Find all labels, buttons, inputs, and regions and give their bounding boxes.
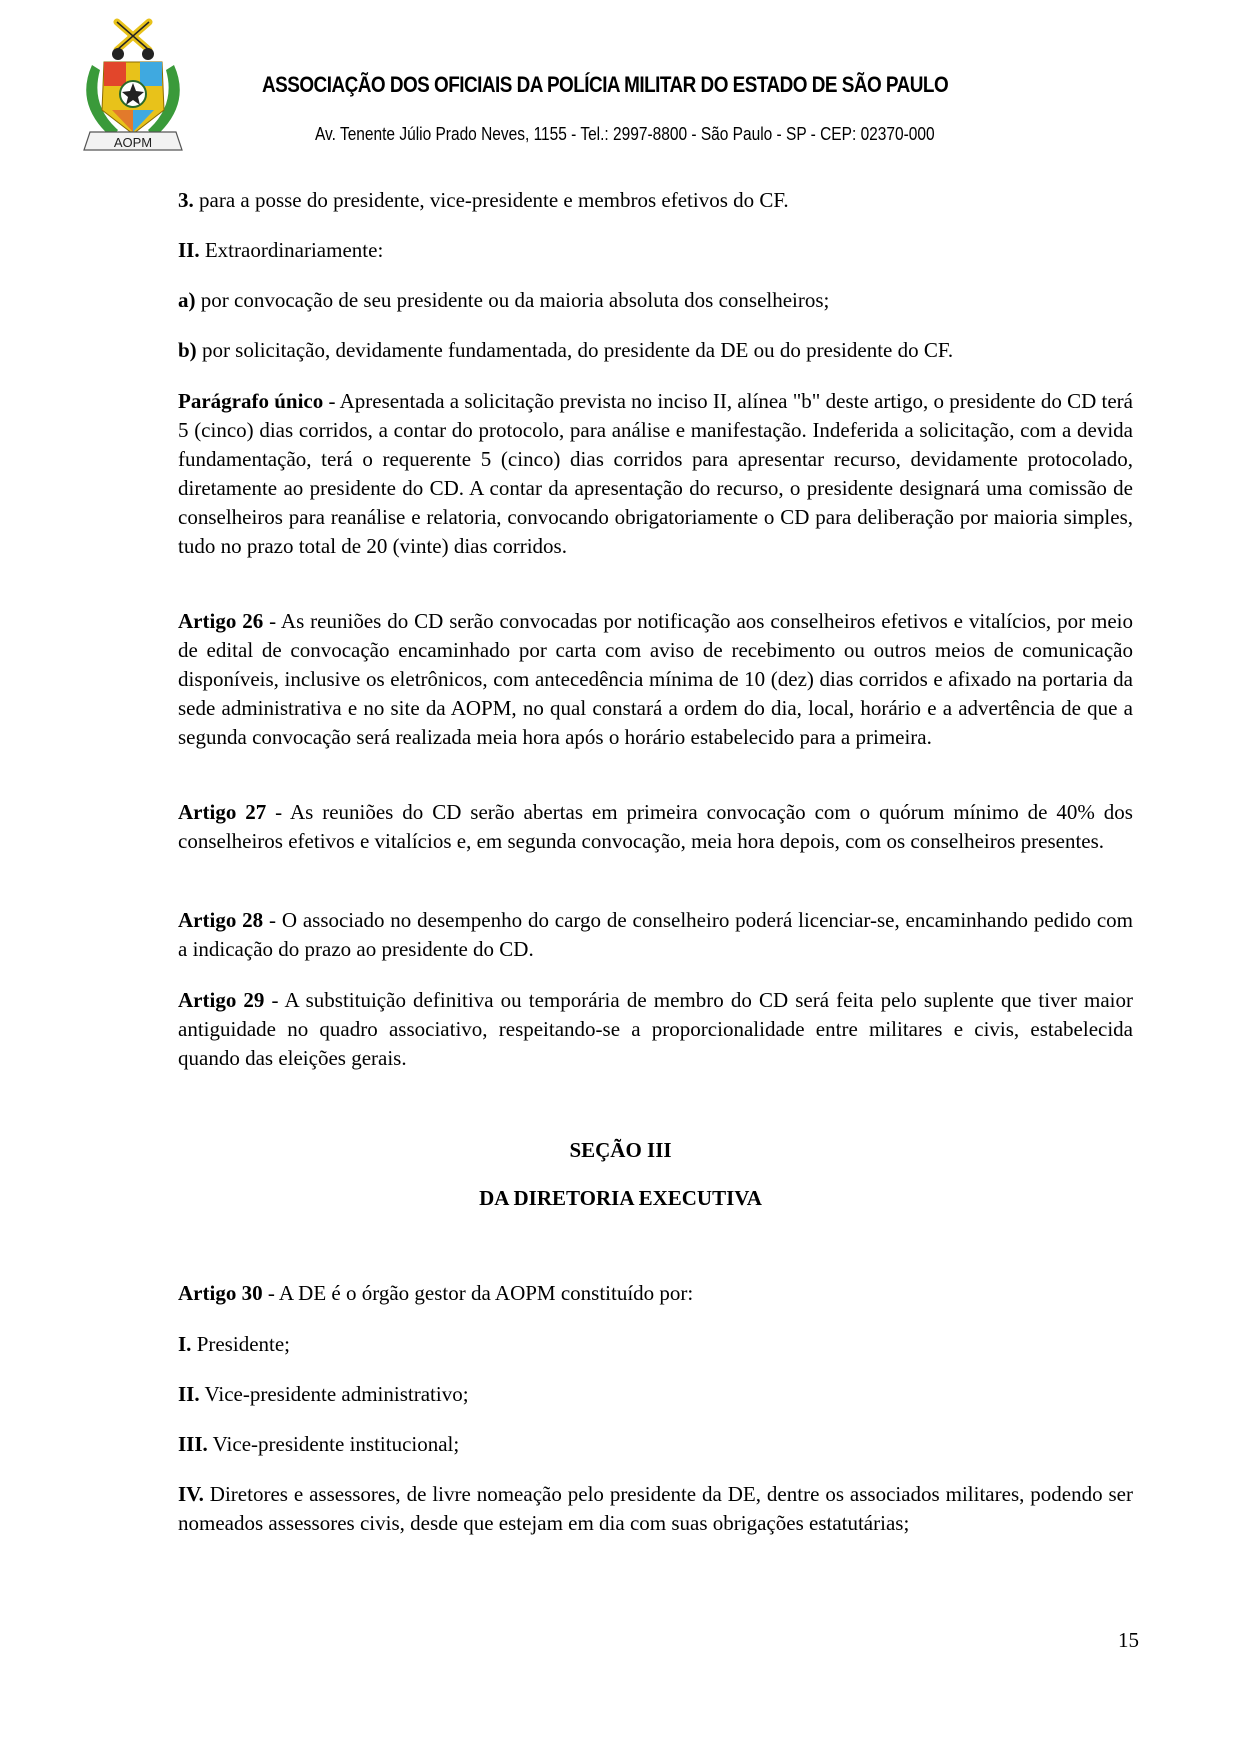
item-text: Presidente; <box>191 1332 290 1356</box>
paragraph-unico <box>178 387 1133 561</box>
item-text: Extraordinariamente: <box>199 238 384 262</box>
paragraph-artigo-28 <box>178 906 1133 964</box>
item-text: Diretores e assessores, de livre nomeação pelo presidente da DE, dentre os associados militares, podendo ser nomeados assessores civis, desde que estejam em dia com suas obrigações estatutárias; <box>178 1482 1133 1535</box>
aopm-logo <box>72 10 194 160</box>
paragraph-item-a <box>178 286 1133 315</box>
item-text: Vice-presidente administrativo; <box>199 1382 469 1406</box>
item-text: - Apresentada a solicitação prevista no inciso II, alínea "b" deste artigo, o presidente do CD terá 5 (cinco) dias corridos, a contar do protocolo, para análise e manifestação. Indeferida a solicitação, com a devida fundamentação, terá o requerente 5 (cinco) dias corridos para apresentar recurso, devidamente protocolado, diretamente ao presidente do CD. A contar da apresentação do recurso, o presidente designará uma comissão de conselheiros para reanálise e relatoria, convocando obrigatoriamente o CD para deliberação por maioria simples, tudo no prazo total de 20 (vinte) dias corridos. <box>178 389 1133 558</box>
item-label: III. <box>178 1432 208 1456</box>
page-number: 15 <box>1118 1628 1139 1652</box>
paragraph-item-ii <box>178 236 1133 265</box>
item-text: por convocação de seu presidente ou da maioria absoluta dos conselheiros; <box>195 288 830 312</box>
section-number: SEÇÃO III <box>569 1138 672 1162</box>
organization-address: Av. Tenente Júlio Prado Neves, 1155 - Tel.: 2997-8800 - São Paulo - SP - CEP: 02370-000 <box>315 124 935 144</box>
item-label: Artigo 29 <box>178 988 265 1012</box>
item-label: Parágrafo único <box>178 389 324 413</box>
item-text: Vice-presidente institucional; <box>207 1432 460 1456</box>
item-text: - O associado no desempenho do cargo de conselheiro poderá licenciar-se, encaminhando pedido com a indicação do prazo ao presidente do CD. <box>178 908 1133 961</box>
organization-title: ASSOCIAÇÃO DOS OFICIAIS DA POLÍCIA MILITAR DO ESTADO DE SÃO PAULO <box>262 72 949 97</box>
item-text: - As reuniões do CD serão abertas em primeira convocação com o quórum mínimo de 40% dos conselheiros efetivos e vitalícios e, em segunda convocação, meia hora depois, com os conselheiros presentes. <box>178 800 1133 853</box>
item-text: para a posse do presidente, vice-presidente e membros efetivos do CF. <box>193 188 789 212</box>
paragraph-item-3 <box>178 186 1133 215</box>
paragraph-artigo-27 <box>178 798 1133 856</box>
item-label: I. <box>178 1332 192 1356</box>
paragraph-artigo-29 <box>178 986 1133 1073</box>
paragraph-artigo-26 <box>178 607 1133 752</box>
item-label: IV. <box>178 1482 204 1506</box>
paragraph-item-i <box>178 1330 1133 1359</box>
item-label: 3. <box>178 188 194 212</box>
paragraph-item-b <box>178 336 1133 365</box>
logo-text: AOPM <box>113 135 153 150</box>
item-label: II. <box>178 238 200 262</box>
item-label: b) <box>178 338 197 362</box>
item-text: por solicitação, devidamente fundamentada, do presidente da DE ou do presidente do CF. <box>196 338 954 362</box>
paragraph-item-iii <box>178 1430 1133 1459</box>
item-label: Artigo 26 <box>178 609 264 633</box>
item-text: - As reuniões do CD serão convocadas por notificação aos conselheiros efetivos e vitalícios, por meio de edital de convocação encaminhado por carta com aviso de recebimento ou outros meios de comunicação disponíveis, inclusive os eletrônicos, com antecedência mínima de 10 (dez) dias corridos e afixado na portaria da sede administrativa e no site da AOPM, no qual constará a ordem do dia, local, horário e a advertência de que a segunda convocação será realizada meia hora após o horário estabelecido para a primeira. <box>178 609 1133 749</box>
item-label: Artigo 28 <box>178 908 264 932</box>
item-label: Artigo 27 <box>178 800 267 824</box>
item-label: II. <box>178 1382 200 1406</box>
item-text: - A DE é o órgão gestor da AOPM constituído por: <box>262 1281 694 1305</box>
paragraph-item-iv <box>178 1480 1133 1538</box>
item-label: a) <box>178 288 196 312</box>
paragraph-item-ii-b <box>178 1380 1133 1409</box>
paragraph-artigo-30 <box>178 1279 1133 1308</box>
item-text: - A substituição definitiva ou temporária de membro do CD será feita pelo suplente que tiver maior antiguidade no quadro associativo, respeitando-se a proporcionalidade entre militares e civis, estabelecida quando das eleições gerais. <box>178 988 1133 1070</box>
item-label: Artigo 30 <box>178 1281 263 1305</box>
section-title: DA DIRETORIA EXECUTIVA <box>479 1186 762 1210</box>
